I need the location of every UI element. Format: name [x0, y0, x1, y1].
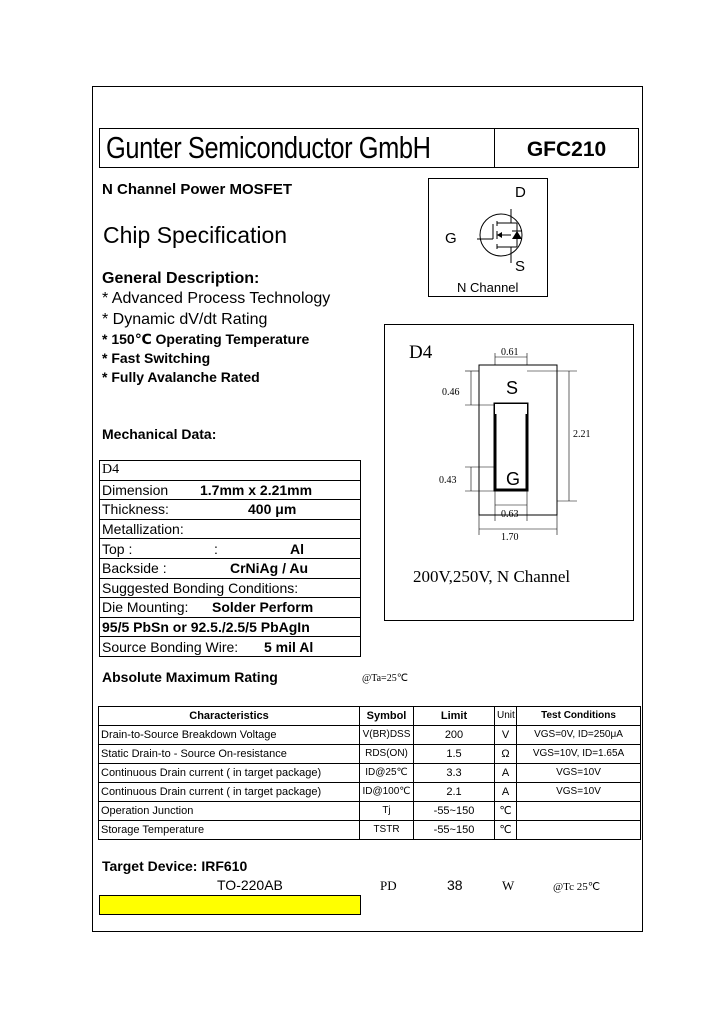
table-cell: -55~150 [414, 821, 495, 840]
table-cell: VGS=10V, ID=1.65A [517, 745, 641, 764]
mech-label: Die Mounting: [102, 599, 189, 616]
table-row [100, 539, 361, 559]
table-cell: V [495, 726, 517, 745]
source-label: S [515, 258, 526, 275]
table-row [100, 617, 361, 637]
table-cell: A [495, 764, 517, 783]
dim-pad-width: 0.63 [501, 509, 519, 520]
highlight-bar [99, 895, 361, 915]
document-title: Chip Specification [103, 222, 288, 248]
dim-total-height: 2.21 [573, 429, 591, 440]
table-cell: Continuous Drain current ( in target package) [99, 783, 360, 802]
mech-label: Suggested Bonding Conditions: [102, 579, 299, 596]
table-row [99, 726, 641, 745]
symbol-caption: N Channel [457, 280, 519, 295]
table-cell: ID@100℃ [360, 783, 414, 802]
table-cell: -55~150 [414, 802, 495, 821]
table-cell: Static Drain-to - Source On-resistance [99, 745, 360, 764]
table-cell: Continuous Drain current ( in target package) [99, 764, 360, 783]
table-cell: Ω [495, 745, 517, 764]
table-cell: VGS=10V [517, 764, 641, 783]
source-pad-label: S [506, 378, 519, 398]
target-package: TO-220AB [217, 877, 283, 893]
gate-pad-label: G [506, 469, 521, 489]
table-cell: A [495, 783, 517, 802]
table-row [100, 500, 361, 520]
mech-label: Backside : [102, 560, 167, 577]
mech-label: Source Bonding Wire: [102, 638, 239, 655]
amr-table [98, 706, 641, 840]
col-header: Characteristics [99, 707, 360, 726]
table-row [100, 637, 361, 657]
general-item: * Fast Switching [102, 350, 211, 366]
mech-value: 400 μm [248, 501, 297, 518]
mech-label: Top : [102, 540, 133, 557]
part-number: GFC210 [526, 138, 607, 161]
drain-label: D [515, 184, 526, 201]
mech-value: CrNiAg / Au [230, 560, 309, 577]
table-cell [517, 802, 641, 821]
mechanical-heading: Mechanical Data: [102, 426, 217, 442]
table-row [100, 480, 361, 500]
table-row [100, 519, 361, 539]
table-cell: 200 [414, 726, 495, 745]
col-header: Symbol [360, 707, 414, 726]
table-cell: VGS=10V [517, 783, 641, 802]
general-item: * 150℃ Operating Temperature [102, 331, 310, 347]
die-rating-text: 200V,250V, N Channel [413, 567, 571, 586]
mech-label: Dimension [102, 481, 169, 498]
col-header: Limit [414, 707, 495, 726]
gate-label: G [445, 230, 457, 247]
general-item: * Dynamic dV/dt Rating [102, 311, 268, 328]
table-cell: Storage Temperature [99, 821, 360, 840]
dim-total-width: 1.70 [501, 532, 519, 543]
die-name: D4 [409, 342, 433, 363]
table-cell: Operation Junction [99, 802, 360, 821]
table-row [100, 461, 361, 481]
table-cell: VGS=0V, ID=250μA [517, 726, 641, 745]
target-value: 38 [447, 877, 463, 893]
table-cell [517, 821, 641, 840]
target-symbol: PD [380, 878, 397, 893]
mech-label: Metallization: [102, 521, 184, 538]
table-row [99, 745, 641, 764]
dim-gate-height: 0.43 [439, 475, 457, 486]
table-cell: ℃ [495, 802, 517, 821]
table-cell: ℃ [495, 821, 517, 840]
table-cell: 2.1 [414, 783, 495, 802]
table-cell: ID@25℃ [360, 764, 414, 783]
dim-top-width: 0.61 [501, 347, 519, 358]
target-unit: W [502, 878, 515, 893]
table-row [99, 821, 641, 840]
amr-heading: Absolute Maximum Rating [102, 669, 278, 685]
mechanical-table [99, 460, 361, 657]
table-row [100, 598, 361, 618]
amr-condition: @Ta=25℃ [362, 673, 408, 684]
mech-value: Solder Perform [212, 599, 314, 616]
mech-value: 1.7mm x 2.21mm [200, 481, 313, 498]
table-row [100, 578, 361, 598]
general-heading: General Description: [102, 270, 260, 287]
target-condition: @Tc 25℃ [553, 881, 601, 893]
table-row [99, 783, 641, 802]
mech-label: 95/5 PbSn or 92.5./2.5/5 PbAgIn [102, 619, 310, 636]
table-cell: V(BR)DSS [360, 726, 414, 745]
col-header: Unit [495, 707, 517, 726]
die-drawing-box [384, 324, 634, 621]
general-item: * Advanced Process Technology [102, 290, 331, 307]
dim-source-height: 0.46 [442, 387, 460, 398]
table-cell: Tj [360, 802, 414, 821]
mech-label: Thickness: [102, 501, 169, 518]
table-cell: TSTR [360, 821, 414, 840]
mech-value: Al [290, 540, 304, 557]
table-cell: 3.3 [414, 764, 495, 783]
target-device-label: Target Device: IRF610 [102, 858, 248, 874]
general-item: * Fully Avalanche Rated [102, 369, 260, 385]
table-cell: RDS(ON) [360, 745, 414, 764]
table-row [100, 558, 361, 578]
table-header-row [99, 707, 641, 726]
table-row [99, 764, 641, 783]
mech-label: D4 [102, 462, 120, 478]
col-header: Test Conditions [517, 707, 641, 726]
company-name: Gunter Semiconductor GmbH [106, 130, 431, 165]
mech-value: 5 mil Al [264, 638, 314, 655]
mech-separator: : [214, 540, 218, 557]
table-cell: Drain-to-Source Breakdown Voltage [99, 726, 360, 745]
mosfet-symbol-box [428, 178, 548, 297]
table-cell: 1.5 [414, 745, 495, 764]
table-row [99, 802, 641, 821]
device-subtitle: N Channel Power MOSFET [102, 181, 293, 198]
